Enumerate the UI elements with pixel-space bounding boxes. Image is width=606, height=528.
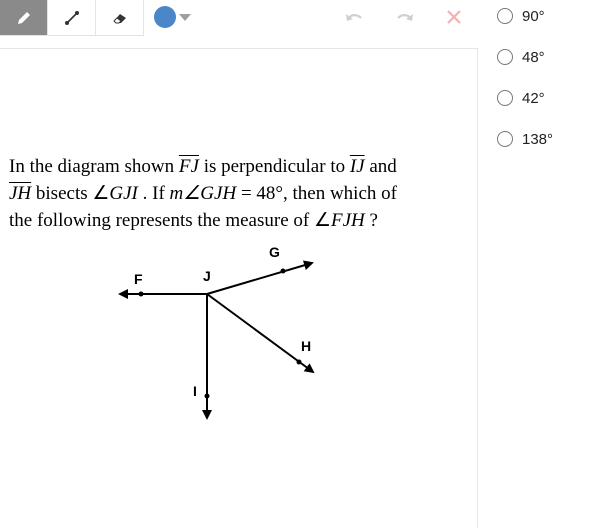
radio-button[interactable] [497, 131, 513, 147]
label-j: J [203, 268, 211, 284]
angle-fjh: FJH [331, 210, 365, 231]
geometry-diagram [0, 230, 478, 430]
text-span: and [364, 156, 397, 177]
answer-option-1[interactable] [497, 6, 545, 26]
label-h: H [301, 338, 312, 354]
answer-option-2[interactable] [497, 47, 545, 67]
point-f [139, 292, 144, 297]
option-label: 138° [522, 130, 554, 148]
redo-button[interactable] [391, 5, 419, 29]
radio-button[interactable] [497, 90, 513, 106]
text-span: is perpendicular to [198, 156, 350, 177]
point-g [281, 269, 286, 274]
question-text [9, 153, 479, 234]
color-picker[interactable] [150, 3, 198, 31]
option-label: 48° [522, 48, 545, 66]
text-span: In the diagram shown [9, 156, 179, 177]
question-line-1 [9, 153, 479, 180]
segment-ij: $\overline{IJ}$ [349, 156, 365, 177]
line-tool-button[interactable] [48, 0, 96, 36]
ray-jg [207, 263, 312, 294]
undo-button[interactable] [340, 5, 368, 29]
segment-fj: $\overline{FJ}$ [178, 156, 199, 177]
radio-button[interactable] [497, 8, 513, 24]
ray-jh: $\overline{JH}$ [9, 183, 32, 204]
radio-button[interactable] [497, 49, 513, 65]
question-line-2 [9, 180, 479, 207]
text-span: bisects ∠ [31, 183, 110, 204]
option-label: 42° [522, 89, 545, 107]
line-segment-icon [63, 9, 81, 27]
label-g: G [269, 244, 280, 260]
drawing-toolbar [0, 0, 478, 38]
measure-gjh: m∠GJH [169, 183, 237, 204]
point-h [297, 360, 302, 365]
text-span: ? [364, 210, 378, 231]
color-swatch [154, 6, 176, 28]
answer-option-4[interactable] [497, 129, 553, 149]
chevron-down-icon [179, 14, 191, 21]
close-icon [445, 8, 463, 26]
undo-icon [343, 8, 365, 26]
clear-button[interactable] [440, 5, 468, 29]
text-span: . If [137, 183, 170, 204]
pencil-tool-button[interactable] [0, 0, 48, 36]
label-f: F [134, 271, 143, 287]
point-i [205, 394, 210, 399]
pencil-icon [15, 9, 33, 27]
answer-option-3[interactable] [497, 88, 545, 108]
ray-jh-line [207, 294, 313, 372]
eraser-icon [111, 9, 129, 27]
label-i: I [193, 383, 197, 399]
text-span: the following represents the measure of ∠ [9, 210, 331, 231]
angle-gji: GJI [109, 183, 138, 204]
text-span: = 48°, then which of [236, 183, 397, 204]
option-label: 90° [522, 7, 545, 25]
redo-icon [394, 8, 416, 26]
eraser-tool-button[interactable] [96, 0, 144, 36]
